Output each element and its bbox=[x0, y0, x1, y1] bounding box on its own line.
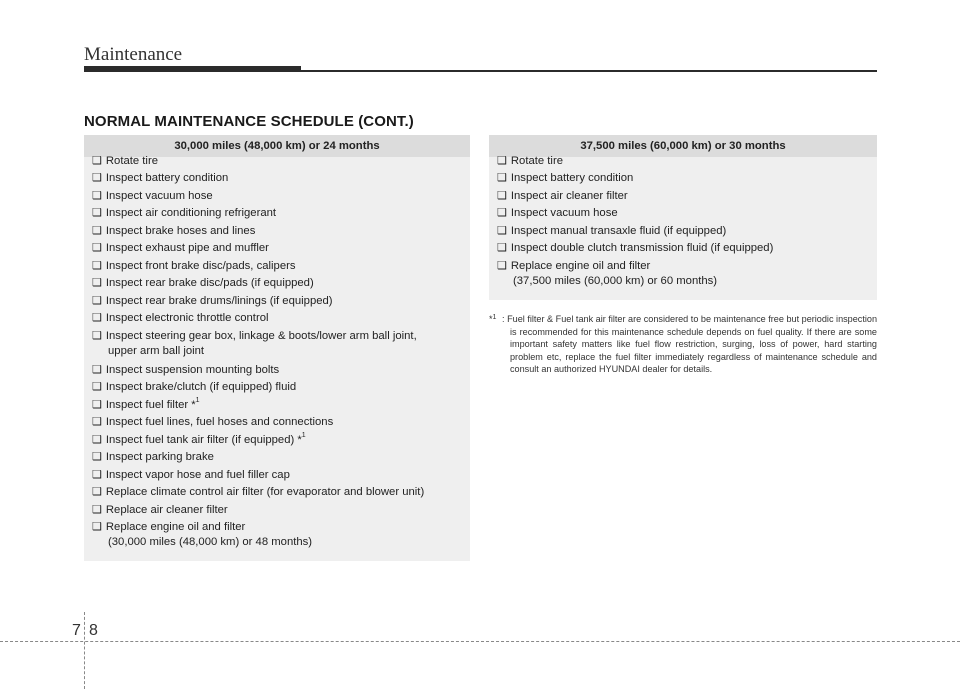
checkbox-icon: ❑ bbox=[92, 364, 102, 376]
checkbox-icon: ❑ bbox=[497, 260, 507, 272]
checklist-item-label: Inspect air cleaner filter bbox=[510, 190, 628, 202]
checklist-item-label: Inspect suspension mounting bolts bbox=[105, 364, 280, 376]
checkbox-icon: ❑ bbox=[92, 504, 102, 516]
checklist-item-label: Replace air cleaner filter bbox=[105, 504, 228, 516]
page-footer-dashed-rule bbox=[0, 641, 960, 642]
footnote-text: : Fuel filter & Fuel tank air filter are considered to be maintenance free but periodic inspection is recommended for this maintenance schedule depends on fuel quality. If there are some important safety matters like fuel flow restriction, surging, loss of power, hard starting problem etc, replace the fuel filter immediately regardless of maintenance schedule and consult an authorized HYUNDAI dealer for details. bbox=[502, 314, 877, 375]
checklist-item-label: Inspect brake hoses and lines bbox=[105, 225, 256, 237]
checklist-item bbox=[92, 520, 312, 548]
checklist-item bbox=[92, 171, 228, 184]
checklist-item-label: Replace engine oil and filter bbox=[510, 260, 651, 272]
header-rule-thin bbox=[301, 70, 877, 72]
checklist-item bbox=[92, 380, 296, 393]
checkbox-icon: ❑ bbox=[497, 155, 507, 167]
checkbox-icon: ❑ bbox=[92, 242, 102, 254]
schedule-box-30000 bbox=[84, 135, 470, 561]
checklist-item-label: Inspect vacuum hose bbox=[510, 207, 618, 219]
checkbox-icon: ❑ bbox=[497, 172, 507, 184]
header-rule-thick bbox=[84, 66, 301, 72]
checklist-item bbox=[92, 363, 279, 376]
checklist-item bbox=[497, 241, 773, 254]
checklist-item-label: Inspect manual transaxle fluid (if equipped) bbox=[510, 225, 727, 237]
checklist-item bbox=[92, 329, 417, 357]
checklist-item bbox=[92, 398, 200, 411]
checklist-item-label: Inspect rear brake disc/pads (if equipped) bbox=[105, 277, 314, 289]
checklist-item-label: Inspect exhaust pipe and muffler bbox=[105, 242, 269, 254]
checklist-item-label: Replace climate control air filter (for evaporator and blower unit) bbox=[105, 486, 425, 498]
checkbox-icon: ❑ bbox=[92, 277, 102, 289]
checklist-item bbox=[497, 259, 717, 287]
checklist-item bbox=[497, 171, 633, 184]
schedule-box-heading: 37,500 miles (60,000 km) or 30 months bbox=[489, 135, 877, 157]
checkbox-icon: ❑ bbox=[497, 207, 507, 219]
checklist-item-label: Inspect double clutch transmission fluid (if equipped) bbox=[510, 242, 774, 254]
checkbox-icon: ❑ bbox=[92, 172, 102, 184]
checklist-item-label: Inspect fuel filter * bbox=[105, 399, 196, 411]
checklist-item bbox=[92, 189, 213, 202]
checkbox-icon: ❑ bbox=[92, 207, 102, 219]
checkbox-icon: ❑ bbox=[92, 155, 102, 167]
checklist-item bbox=[92, 415, 333, 428]
checkbox-icon: ❑ bbox=[497, 242, 507, 254]
checkbox-icon: ❑ bbox=[92, 521, 102, 533]
checklist-item bbox=[92, 450, 214, 463]
checkbox-icon: ❑ bbox=[92, 469, 102, 481]
schedule-box-heading: 30,000 miles (48,000 km) or 24 months bbox=[84, 135, 470, 157]
checklist-item-continuation: upper arm ball joint bbox=[108, 345, 205, 357]
checklist-item bbox=[92, 503, 228, 516]
checkbox-icon: ❑ bbox=[92, 399, 102, 411]
footnote-mark: *$^1$ bbox=[489, 314, 497, 324]
checkbox-icon: ❑ bbox=[92, 486, 102, 498]
checklist-item bbox=[92, 485, 424, 498]
checklist-item-label: Inspect front brake disc/pads, calipers bbox=[105, 260, 296, 272]
checklist-item bbox=[92, 276, 314, 289]
checkbox-icon: ❑ bbox=[92, 312, 102, 324]
checkbox-icon: ❑ bbox=[92, 434, 102, 446]
checklist-item-label: Inspect rear brake drums/linings (if equipped) bbox=[105, 295, 333, 307]
footnote-ref: 1 bbox=[301, 432, 306, 439]
schedule-box-37500 bbox=[489, 135, 877, 300]
checkbox-icon: ❑ bbox=[497, 190, 507, 202]
section-title: NORMAL MAINTENANCE SCHEDULE (CONT.) bbox=[84, 113, 414, 130]
checkbox-icon: ❑ bbox=[92, 260, 102, 272]
checklist-item bbox=[497, 206, 618, 219]
checkbox-icon: ❑ bbox=[92, 225, 102, 237]
footnote bbox=[489, 313, 877, 376]
checkbox-icon: ❑ bbox=[92, 190, 102, 202]
checklist-item bbox=[497, 224, 726, 237]
checklist-item bbox=[92, 433, 306, 446]
checkbox-icon: ❑ bbox=[92, 295, 102, 307]
checkbox-icon: ❑ bbox=[92, 451, 102, 463]
page-number-chapter: 7 bbox=[72, 622, 81, 639]
checklist-item-label: Inspect electronic throttle control bbox=[105, 312, 269, 324]
checkbox-icon: ❑ bbox=[497, 225, 507, 237]
checklist-item bbox=[92, 206, 276, 219]
checklist-item bbox=[92, 259, 296, 272]
checklist-item bbox=[92, 294, 333, 307]
checklist-item-label: Inspect battery condition bbox=[105, 172, 229, 184]
checklist-item bbox=[497, 154, 563, 167]
checklist-item-label: Inspect vapor hose and fuel filler cap bbox=[105, 469, 290, 481]
checklist-item-label: Inspect air conditioning refrigerant bbox=[105, 207, 277, 219]
page-header-title: Maintenance bbox=[84, 44, 183, 65]
checklist-item bbox=[92, 224, 255, 237]
checklist-item-label: Replace engine oil and filter bbox=[105, 521, 246, 533]
checklist-item bbox=[92, 241, 269, 254]
checklist-item-label: Inspect brake/clutch (if equipped) fluid bbox=[105, 381, 297, 393]
checklist-item-label: Rotate tire bbox=[510, 155, 563, 167]
checklist-item bbox=[92, 311, 269, 324]
checkbox-icon: ❑ bbox=[92, 330, 102, 342]
checklist-item-label: Inspect parking brake bbox=[105, 451, 214, 463]
checklist-item-label: Inspect fuel tank air filter (if equipped) * bbox=[105, 434, 302, 446]
checklist-item-continuation: (30,000 miles (48,000 km) or 48 months) bbox=[108, 536, 313, 548]
checklist-item-continuation: (37,500 miles (60,000 km) or 60 months) bbox=[513, 275, 718, 287]
checklist-item-label: Inspect steering gear box, linkage & boots/lower arm ball joint, bbox=[105, 330, 417, 342]
checklist-item bbox=[497, 189, 628, 202]
checklist-item bbox=[92, 154, 158, 167]
checklist-item-label: Inspect battery condition bbox=[510, 172, 634, 184]
checklist-item-label: Inspect vacuum hose bbox=[105, 190, 213, 202]
page-number-page: 8 bbox=[89, 622, 98, 639]
checkbox-icon: ❑ bbox=[92, 416, 102, 428]
footnote-ref: 1 bbox=[195, 397, 200, 404]
checklist-item bbox=[92, 468, 290, 481]
page-footer-dashed-divider bbox=[84, 612, 85, 689]
checklist-item-label: Rotate tire bbox=[105, 155, 158, 167]
checklist-item-label: Inspect fuel lines, fuel hoses and connections bbox=[105, 416, 334, 428]
checkbox-icon: ❑ bbox=[92, 381, 102, 393]
